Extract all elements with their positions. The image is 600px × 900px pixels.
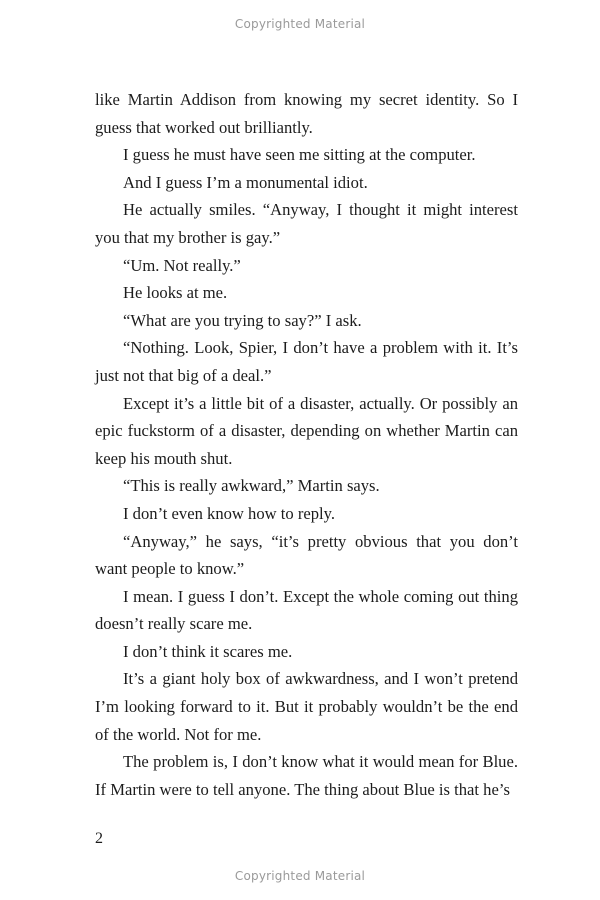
page-body [95, 86, 518, 803]
paragraph: “Um. Not really.” [123, 255, 241, 275]
paragraph: It’s a giant holy box of awkwardness, and I won’t pretend I’m looking forward to it. But it probably wouldn’t be the end of the world. Not for me. [95, 669, 518, 744]
paragraph: And I guess I’m a monumental idiot. [123, 172, 368, 192]
copyright-watermark-top: Copyrighted Material [234, 17, 366, 31]
paragraph: “Anyway,” he says, “it’s pretty obvious that you don’t want people to know.” [95, 531, 518, 579]
paragraph: I don’t think it scares me. [123, 641, 293, 661]
paragraph: “What are you trying to say?” I ask. [123, 310, 362, 330]
paragraph: He looks at me. [123, 283, 228, 303]
copyright-watermark-bottom: Copyrighted Material [234, 869, 366, 883]
paragraph: He actually smiles. “Anyway, I thought it might interest you that my brother is gay.” [95, 200, 518, 247]
paragraph: I guess he must have seen me sitting at the computer. [123, 145, 476, 165]
paragraph: “This is really awkward,” Martin says. [123, 476, 380, 496]
paragraph: The problem is, I don’t know what it would mean for Blue. If Martin were to tell anyone. The thing about Blue is that he’s [95, 752, 518, 799]
paragraph: I mean. I guess I don’t. Except the whole coming out thing doesn’t really scare me. [95, 586, 518, 634]
paragraph: Except it’s a little bit of a disaster, actually. Or possibly an epic fuckstorm of a disaster, depending on whether Martin can keep his mouth shut. [95, 393, 518, 468]
paragraph: like Martin Addison from knowing my secret identity. So I guess that worked out brilliantly. [95, 90, 518, 137]
paragraph: “Nothing. Look, Spier, I don’t have a problem with it. It’s just not that big of a deal.” [95, 338, 518, 385]
page-number: 2 [95, 830, 103, 847]
paragraph: I don’t even know how to reply. [123, 503, 335, 523]
